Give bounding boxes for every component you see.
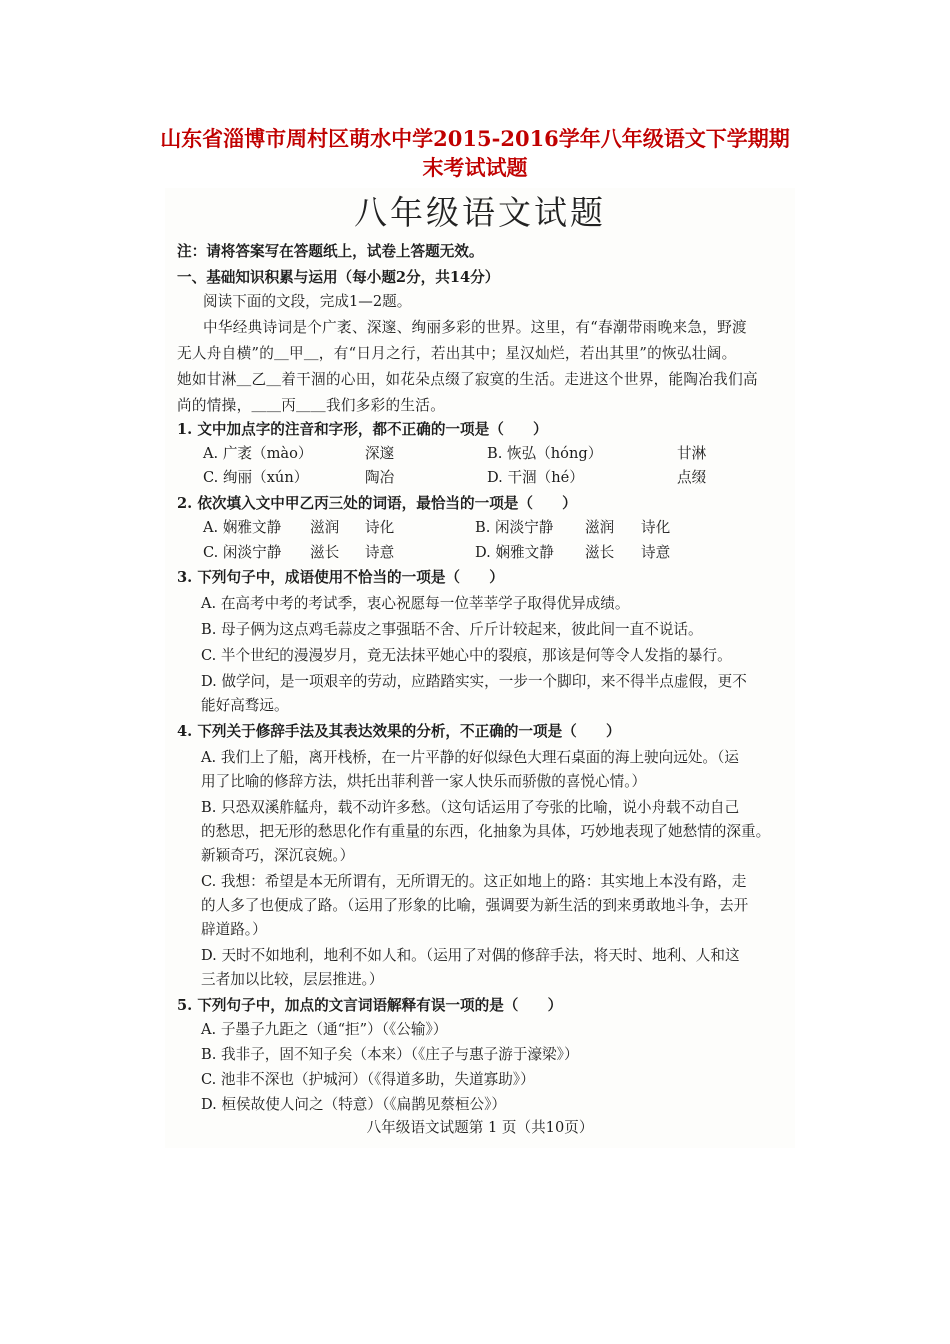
document-title bbox=[0, 124, 950, 182]
q1-option-c-word: 陶冶 bbox=[365, 469, 395, 486]
q5-option-b: B. 我非子，固不知子矣（本来）（《庄子与惠子游于濠梁》） bbox=[201, 1046, 579, 1063]
passage-line: 尚的情操，＿＿丙＿＿我们多彩的生活。 bbox=[177, 397, 446, 414]
q4-option-a-cont: 用了比喻的修辞方法，烘托出菲利普一家人快乐而骄傲的喜悦心情。） bbox=[201, 773, 647, 790]
q3-option-d-cont: 能好高骛远。 bbox=[201, 697, 289, 714]
q2-option-d-word2: 滋长 bbox=[585, 544, 615, 561]
q1-option-b-word: 甘淋 bbox=[677, 445, 707, 462]
q2-option-b: B. 闲淡宁静 bbox=[475, 519, 554, 536]
q2-option-c: C. 闲淡宁静 bbox=[203, 544, 282, 561]
q2-option-a: A. 娴雅文静 bbox=[203, 519, 282, 536]
q2-option-b-word2: 滋润 bbox=[585, 519, 615, 536]
page-footer: 八年级语文试题第 1 页（共10页） bbox=[366, 1119, 594, 1136]
q2-option-a-word3: 诗化 bbox=[365, 519, 395, 536]
q4-option-b-cont: 的愁思，把无形的愁思化作有重量的东西，化抽象为具体，巧妙地表现了她愁情的深重。 bbox=[201, 823, 771, 840]
q1-option-d: D. 干涸（hé） bbox=[487, 469, 584, 486]
question-2-stem: 2. 依次填入文中甲乙丙三处的词语，最恰当的一项是（ ） bbox=[177, 495, 577, 512]
reading-instruction: 阅读下面的文段，完成1—2题。 bbox=[203, 293, 412, 310]
document-title-line2: 末考试试题 bbox=[422, 155, 528, 180]
q4-option-d: D. 天时不如地利，地利不如人和。（运用了对偶的修辞手法，将天时、地利、人和这 bbox=[201, 947, 740, 964]
q1-option-d-word: 点缀 bbox=[677, 469, 707, 486]
q3-option-b: B. 母子俩为这点鸡毛蒜皮之事强聒不舍、斤斤计较起来，彼此间一直不说话。 bbox=[201, 621, 703, 638]
scanned-exam-page bbox=[165, 188, 795, 1148]
q4-option-b: B. 只恐双溪舴艋舟，载不动许多愁。（这句话运用了夸张的比喻，说小舟载不动自己 bbox=[201, 799, 740, 816]
q2-option-c-word3: 诗意 bbox=[365, 544, 395, 561]
q4-option-c-cont: 的人多了也便成了路。（运用了形象的比喻，强调要为新生活的到来勇敢地斗争，去开 bbox=[201, 897, 749, 914]
q3-option-c: C. 半个世纪的漫漫岁月，竟无法抹平她心中的裂痕，那该是何等令人发指的暴行。 bbox=[201, 647, 732, 664]
q1-option-b: B. 恢弘（hóng） bbox=[487, 445, 603, 462]
q4-option-b-cont: 新颖奇巧，深沉哀婉。） bbox=[201, 847, 355, 864]
document-title-line1: 山东省淄博市周村区萌水中学2015-2016学年八年级语文下学期期 bbox=[160, 126, 790, 151]
q4-option-c-cont: 辟道路。） bbox=[201, 921, 267, 938]
passage-line: 中华经典诗词是个广袤、深邃、绚丽多彩的世界。这里，有“春潮带雨晚来急，野渡 bbox=[203, 319, 747, 336]
q5-option-c: C. 池非不深也（护城河）（《得道多助，失道寡助》） bbox=[201, 1071, 535, 1088]
q3-option-a: A. 在高考中考的考试季，衷心祝愿每一位莘莘学子取得优异成绩。 bbox=[201, 595, 630, 612]
q5-option-d: D. 桓侯故使人问之（特意）（《扁鹊见蔡桓公》） bbox=[201, 1096, 507, 1113]
exam-note: 注：请将答案写在答题纸上，试卷上答题无效。 bbox=[177, 243, 484, 260]
q2-option-d: D. 娴雅文静 bbox=[475, 544, 554, 561]
question-1-stem: 1. 文中加点字的注音和字形，都不正确的一项是（ ） bbox=[177, 421, 548, 438]
q1-option-a-word: 深邃 bbox=[365, 445, 395, 462]
q1-option-a: A. 广袤（mào） bbox=[203, 445, 313, 462]
q2-option-b-word3: 诗化 bbox=[641, 519, 671, 536]
question-4-stem: 4. 下列关于修辞手法及其表达效果的分析，不正确的一项是（ ） bbox=[177, 723, 621, 740]
question-5-stem: 5. 下列句子中，加点的文言词语解释有误一项的是（ ） bbox=[177, 997, 563, 1014]
q4-option-c: C. 我想：希望是本无所谓有，无所谓无的。这正如地上的路：其实地上本没有路，走 bbox=[201, 873, 747, 890]
passage-line: 无人舟自横”的＿甲＿，有“日月之行，若出其中；星汉灿烂，若出其里”的恢弘壮阔。 bbox=[177, 345, 737, 362]
q2-option-c-word2: 滋长 bbox=[310, 544, 340, 561]
section-heading: 一、基础知识积累与运用（每小题2分，共14分） bbox=[177, 269, 500, 286]
q5-option-a: A. 子墨子九距之（通“拒”）（《公输》） bbox=[201, 1021, 448, 1038]
q1-option-c: C. 绚丽（xún） bbox=[203, 469, 309, 486]
question-3-stem: 3. 下列句子中，成语使用不恰当的一项是（ ） bbox=[177, 569, 504, 586]
q3-option-d: D. 做学问，是一项艰辛的劳动，应踏踏实实，一步一个脚印，来不得半点虚假，更不 bbox=[201, 673, 747, 690]
q4-option-d-cont: 三者加以比较，层层推进。） bbox=[201, 971, 384, 988]
q2-option-d-word3: 诗意 bbox=[641, 544, 671, 561]
q2-option-a-word2: 滋润 bbox=[310, 519, 340, 536]
q4-option-a: A. 我们上了船，离开栈桥，在一片平静的好似绿色大理石桌面的海上驶向远处。（运 bbox=[201, 749, 739, 766]
exam-title: 八年级语文试题 bbox=[354, 193, 606, 232]
passage-line: 她如甘淋＿乙＿着干涸的心田，如花朵点缀了寂寞的生活。走进这个世界，能陶冶我们高 bbox=[177, 371, 758, 388]
